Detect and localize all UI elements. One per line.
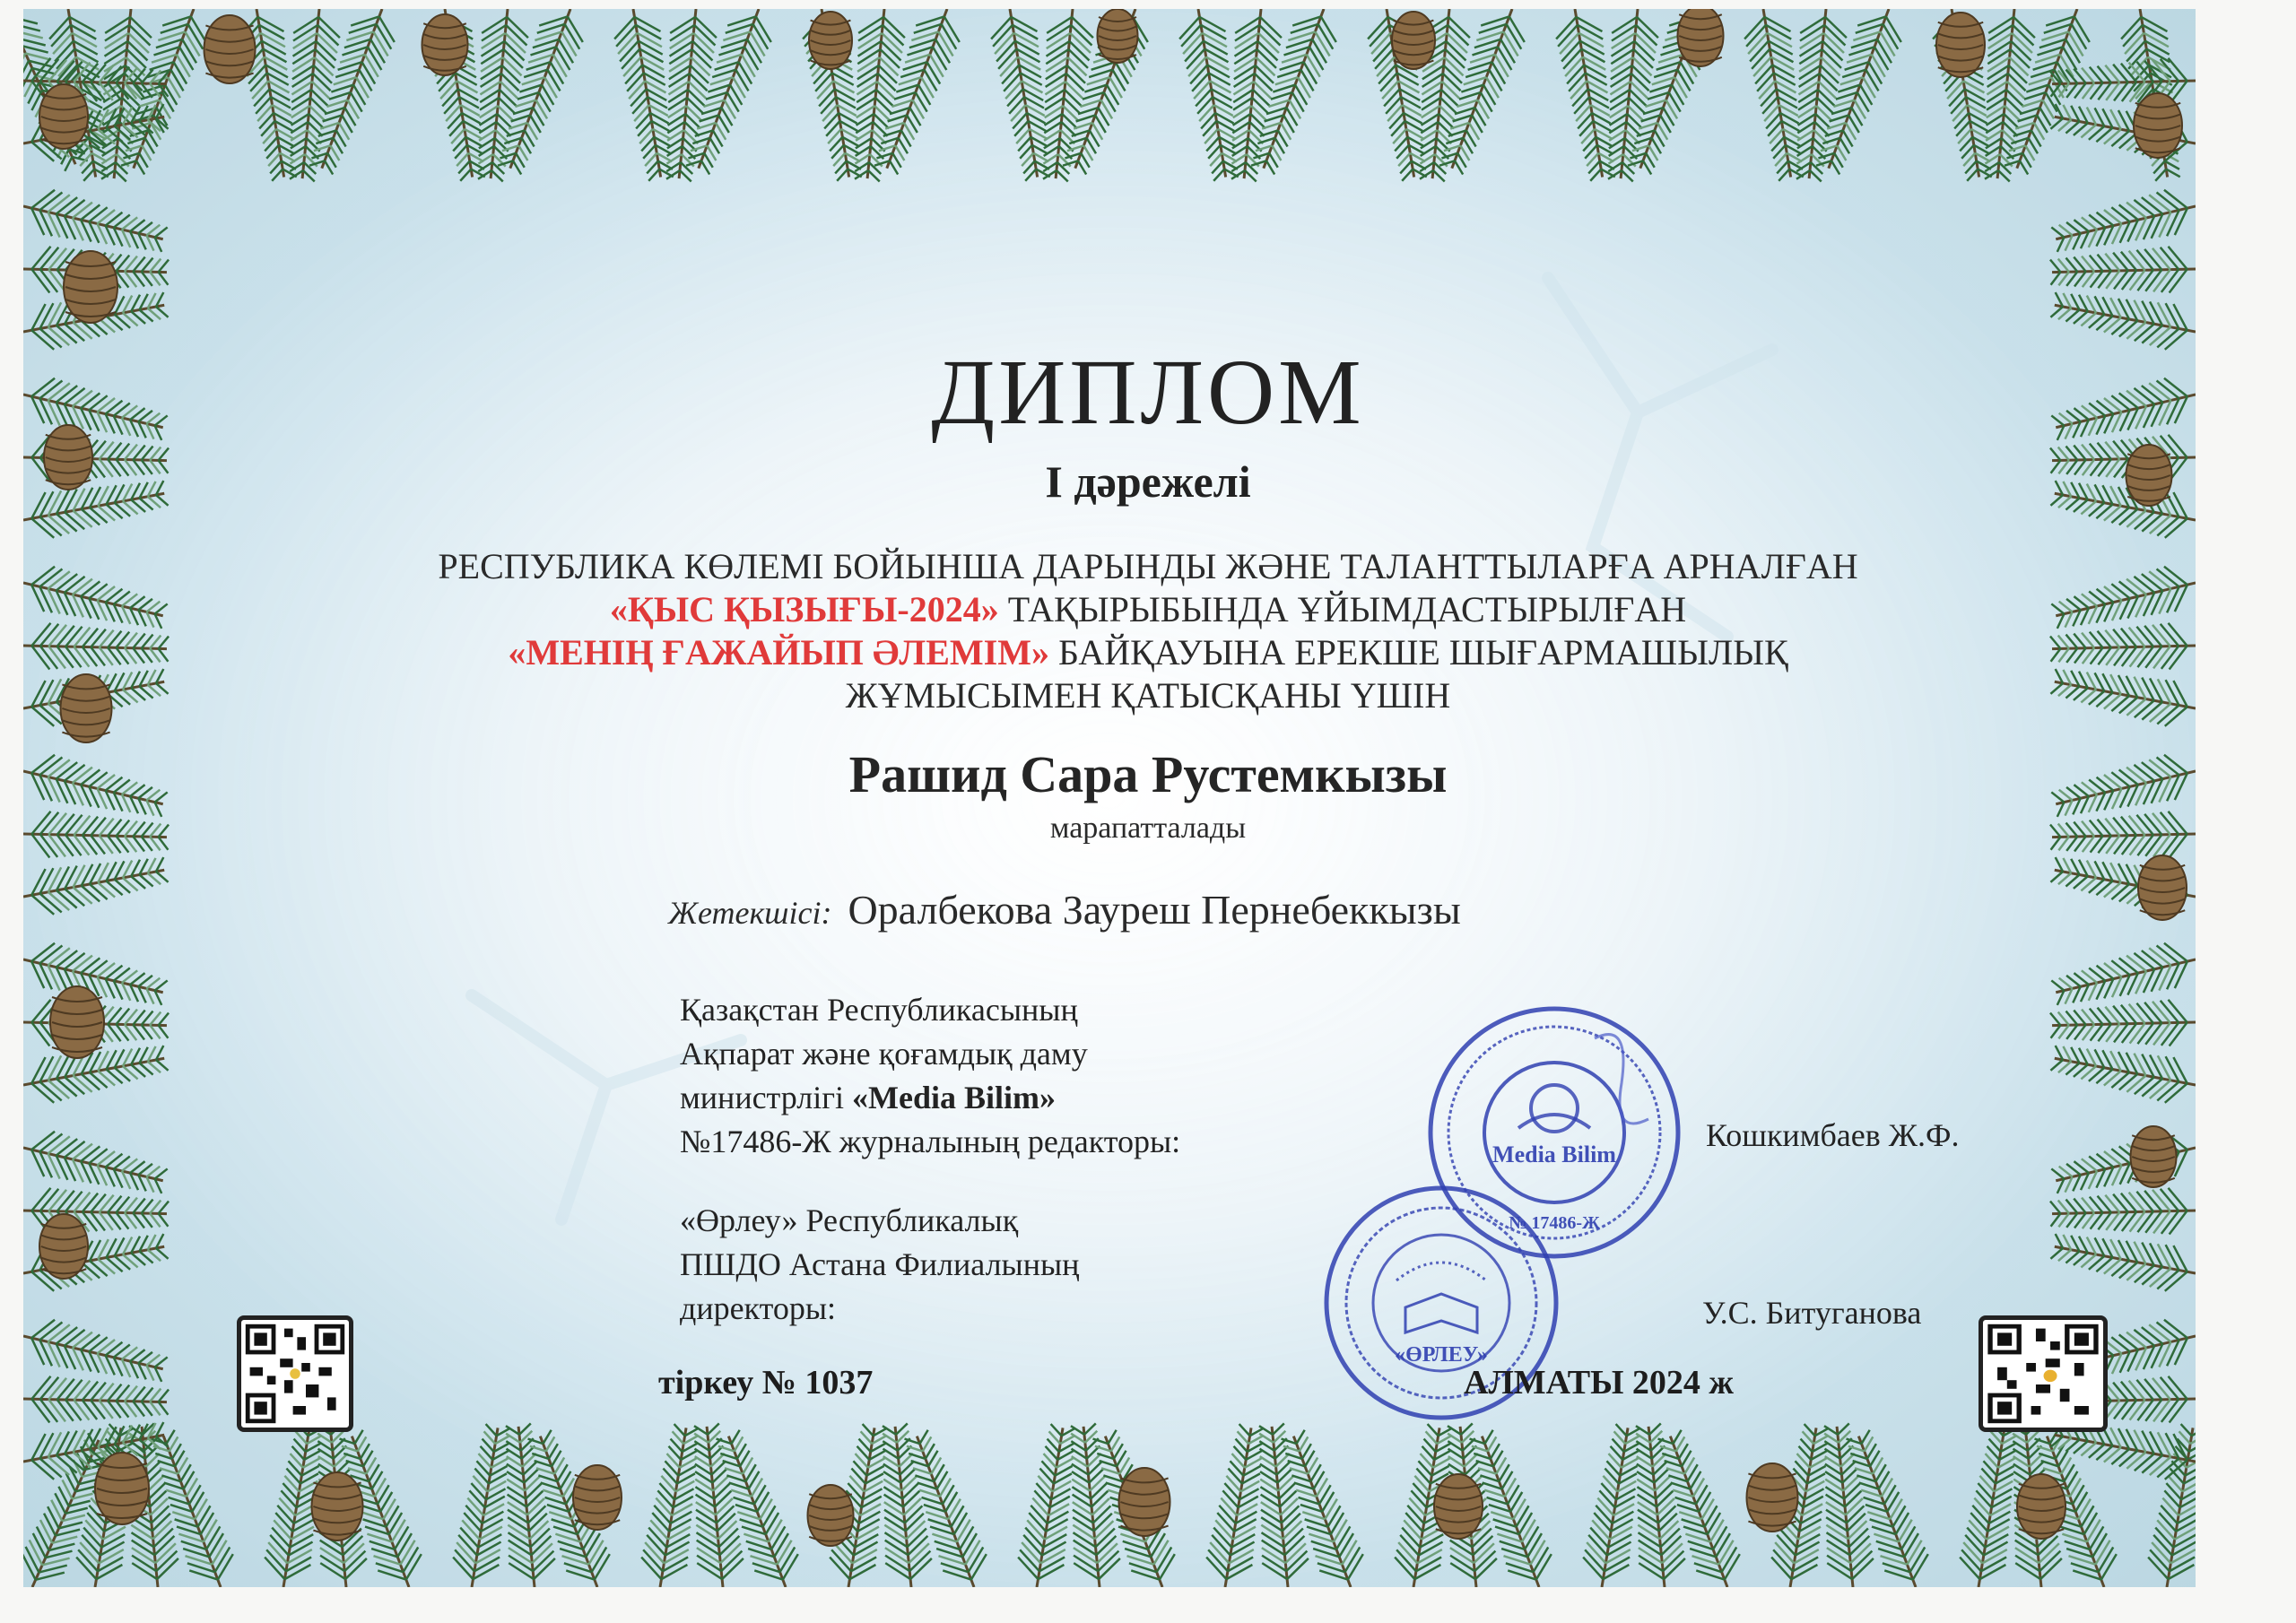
- pine-branch: [1206, 1424, 1264, 1587]
- pine-branch: [290, 9, 340, 181]
- org1-line-1: Қазақстан Республикасының: [680, 992, 1078, 1028]
- dedication-line-3: [0, 631, 2296, 673]
- pinecone: [2134, 93, 2182, 158]
- pine-branch: [1179, 9, 1239, 181]
- pine-branch: [991, 9, 1050, 181]
- pine-branch: [1985, 9, 2035, 181]
- pinecone: [64, 251, 117, 323]
- pinecone: [39, 84, 88, 149]
- org2-line-3: директоры:: [680, 1290, 837, 1326]
- dedication-line-1: РЕСПУБЛИКА КӨЛЕМІ БОЙЫНША ДАРЫНДЫ ЖӘНЕ ТАЛАНТТЫЛАРҒА АРНАЛҒАН: [438, 546, 1858, 586]
- pine-branch: [2050, 1234, 2196, 1291]
- qr-code-left[interactable]: [237, 1315, 353, 1432]
- pine-branch: [1796, 9, 1847, 181]
- pinecone: [1936, 13, 1985, 77]
- pine-branch: [1043, 9, 1093, 181]
- org-block-media-bilim: [680, 988, 1180, 1164]
- pinecone: [1434, 1474, 1483, 1539]
- pinecone: [50, 986, 104, 1058]
- pinecone: [95, 1453, 149, 1524]
- pinecone: [1119, 1468, 1170, 1536]
- org-block-orleu: [680, 1199, 1079, 1331]
- pinecone: [573, 1465, 622, 1530]
- pinecone: [204, 15, 256, 83]
- pinecone: [1392, 12, 1435, 69]
- supervisor-label: Жетекшісі:: [668, 895, 832, 931]
- dedication-line-4: ЖҰМЫСЫМЕН ҚАТЫСҚАНЫ ҮШІН: [845, 675, 1451, 716]
- pine-branch: [23, 857, 169, 915]
- stamp-media-number: № 17486-Ж: [1509, 1213, 1600, 1233]
- pinecone: [2138, 855, 2187, 920]
- pinecone: [2017, 1474, 2066, 1539]
- pine-branch: [1608, 9, 1658, 181]
- pinecone: [312, 1472, 363, 1541]
- pine-branch: [23, 1046, 169, 1103]
- pine-branch: [23, 1376, 169, 1423]
- pine-branch: [1556, 9, 1615, 181]
- registration-number: тіркеу № 1037: [658, 1364, 874, 1402]
- org1-line-3: [680, 1076, 1180, 1120]
- pine-branch: [1960, 1424, 2017, 1587]
- pine-branch: [23, 1320, 168, 1382]
- qr-code-icon: [241, 1320, 349, 1428]
- signer-1: Кошкимбаев Ж.Ф.: [1706, 1117, 1960, 1153]
- org1-line-2: Ақпарат және қоғамдық даму: [680, 1036, 1088, 1072]
- pinecone: [1678, 9, 1724, 66]
- signer-2: У.С. Битуганова: [1702, 1295, 1922, 1331]
- org1-line-4: №17486-Ж журналының редакторы:: [680, 1124, 1181, 1159]
- pine-branch: [2051, 190, 2196, 252]
- pine-branch: [1583, 1424, 1640, 1587]
- dedication-line-2: [0, 588, 2296, 630]
- pine-branch: [23, 190, 168, 252]
- awarded-text: марапатталады: [1049, 812, 1247, 845]
- org2-line-2: ПШДО Астана Филиалының: [680, 1246, 1080, 1282]
- pine-branch: [1744, 9, 1804, 181]
- pine-branch: [2051, 943, 2196, 1005]
- diploma-degree: I дәрежелі: [1045, 456, 1251, 507]
- pinecone: [2131, 1126, 2177, 1187]
- pine-branch: [478, 9, 528, 181]
- pine-branch: [2050, 1188, 2196, 1235]
- pinecone: [1747, 1463, 1798, 1532]
- dedication-line-2-rest: ТАҚЫРЫБЫНДА ҰЙЫМДАСТЫРЫЛҒАН: [998, 589, 1687, 629]
- diploma-title: ДИПЛОМ: [931, 341, 1365, 444]
- signature-1: [1595, 1035, 1648, 1124]
- org2-line-1: «Өрлеу» Республикалық: [680, 1202, 1019, 1238]
- dedication-line-3-rest: БАЙҚАУЫНА ЕРЕКШЕ ШЫҒАРМАШЫЛЫҚ: [1048, 632, 1788, 673]
- pine-branch: [855, 9, 905, 181]
- org1-line-3a: министрлігі: [680, 1080, 852, 1115]
- pine-branch: [2050, 1046, 2196, 1103]
- qr-code-right[interactable]: [1979, 1315, 2108, 1432]
- stamp-orleu-text: «ӨРЛЕУ»: [1395, 1343, 1488, 1367]
- pine-branch: [641, 1424, 699, 1587]
- pine-branch: [666, 9, 717, 181]
- pine-branch: [1018, 1424, 1075, 1587]
- org1-journal-name: «Media Bilim»: [852, 1080, 1056, 1115]
- pine-branch: [453, 1424, 510, 1587]
- pine-branch: [1231, 9, 1282, 181]
- supervisor: [668, 886, 1461, 933]
- pinecone: [1098, 9, 1138, 63]
- supervisor-name: Оралбекова Зауреш Пернебеккызы: [848, 887, 1461, 933]
- pine-branch: [23, 1132, 168, 1193]
- event-name: «ҚЫС ҚЫЗЫҒЫ-2024»: [609, 589, 999, 629]
- pine-branch: [2050, 1000, 2196, 1046]
- city-year: АЛМАТЫ 2024 ж: [1464, 1364, 1734, 1402]
- qr-code-icon: [1983, 1320, 2103, 1428]
- pine-branch: [2050, 247, 2196, 293]
- recipient-name: Рашид Сара Рустемкызы: [848, 745, 1448, 803]
- pinecone: [39, 1214, 88, 1279]
- pinecone: [809, 12, 852, 69]
- pine-branch: [614, 9, 674, 181]
- pine-branch: [2050, 58, 2196, 105]
- book-icon: [1405, 1294, 1477, 1332]
- pine-branch: [2148, 1424, 2196, 1587]
- contest-name: «МЕНІҢ ҒАЖАЙЫП ӘЛЕМІМ»: [508, 632, 1049, 673]
- stamp-media-bilim-text: Media Bilim: [1492, 1141, 1616, 1167]
- pinecone: [422, 14, 468, 75]
- pinecone: [808, 1485, 854, 1546]
